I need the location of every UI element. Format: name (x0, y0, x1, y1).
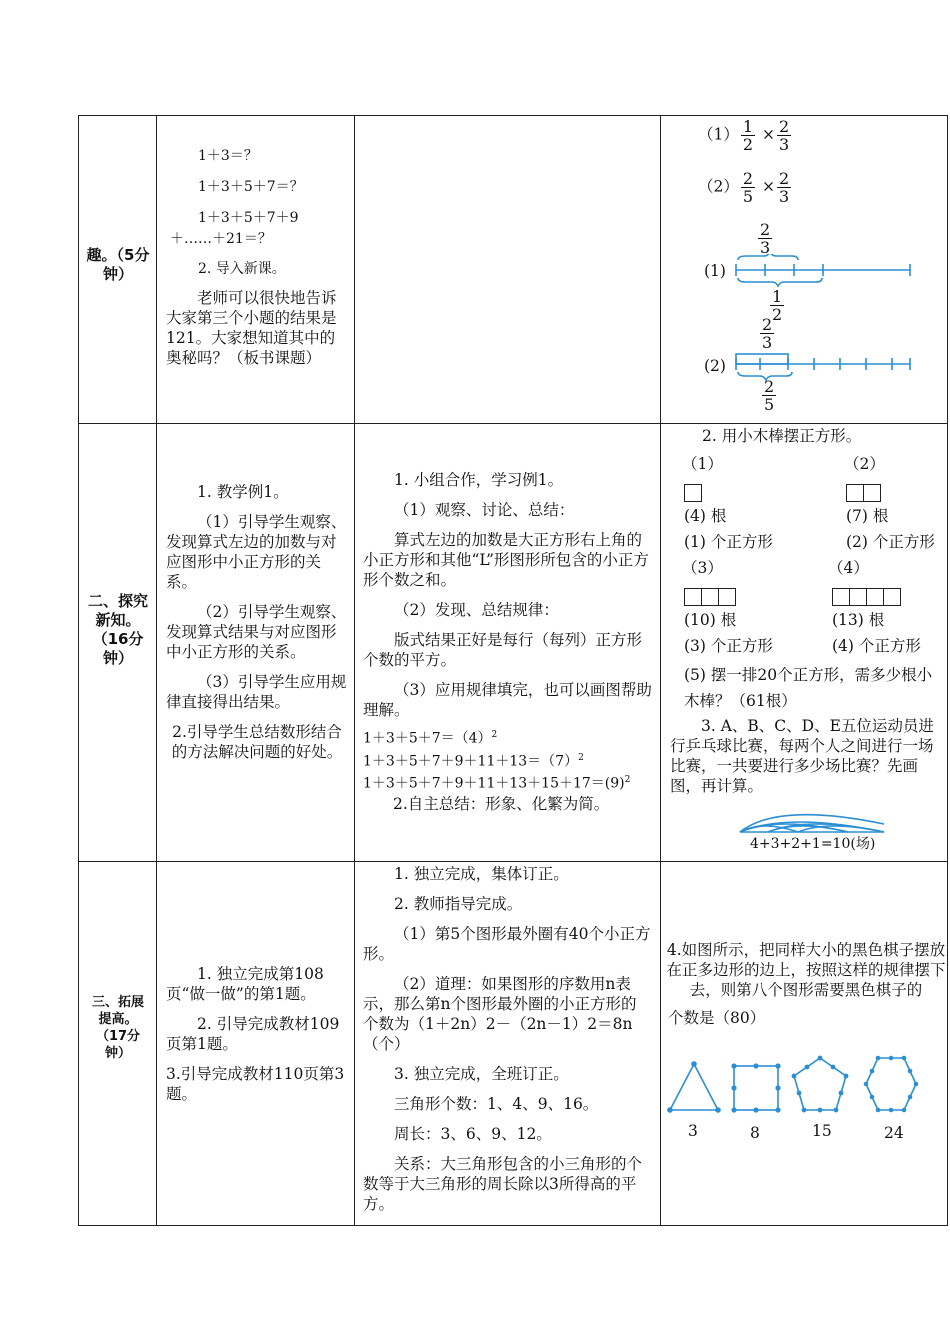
fraction-bar-diagram-1 (732, 254, 922, 294)
diagram-1-bottom-fraction: $\frac{1}{2}$ (772, 287, 783, 324)
diagram-2-label: (2) (704, 357, 726, 375)
sticks-4: (13) 根 (832, 611, 885, 629)
question-4-answer: 个数是（80） (668, 1009, 766, 1027)
sticks-1: (4) 根 (684, 507, 727, 525)
square-figure-2 (846, 482, 881, 502)
row2-exercise-cell (666, 424, 946, 858)
stage-label-1: 趣。（5分钟） (86, 246, 150, 283)
diagram-2-top-fraction: $\frac{2}{3}$ (762, 315, 773, 352)
teacher-guide-1: （1）引导学生观察、发现算式左边的加数与对应图形中小正方形的关系。 (166, 513, 347, 591)
teacher-example-1: 1. 教学例1。 (197, 483, 289, 501)
row2-student-cell (363, 470, 653, 814)
hexagon-figure (866, 1058, 916, 1110)
student-answer-1: （1）第5个图形最外圈有40个小正方形。 (363, 925, 651, 963)
table-col-divider-1 (156, 115, 157, 1226)
stage-label-2: 二、探究新知。（16分钟） (88, 592, 149, 667)
teacher-summary: 2.引导学生总结数形结合的方法解决问题的好处。 (171, 723, 343, 761)
table-border-top (78, 115, 948, 116)
teacher-guide-2: （2）引导学生观察、发现算式结果与对应图形中小正方形的关系。 (166, 603, 347, 661)
perimeters: 周长：3、6、9、12。 (394, 1125, 552, 1143)
row3-student-cell (363, 864, 651, 1214)
square-figure (734, 1066, 778, 1110)
table-col-divider-2 (354, 115, 355, 1226)
match-formula: 4+3+2+1=10(场) (750, 836, 876, 852)
row1-teacher-cell (166, 146, 346, 368)
stage-label-3: 三、拓展提高。（17分钟） (91, 995, 144, 1061)
sticks-2: (7) 根 (846, 507, 889, 525)
teacher-question-2: 1＋3＋5＋7＝？ (198, 179, 304, 195)
row1-exercise-cell (666, 118, 944, 420)
table-border-right (947, 115, 948, 1226)
square-figure-3 (684, 586, 736, 606)
teacher-question-1: 1＋3＝？ (198, 148, 258, 164)
table-border-left (78, 115, 79, 1226)
question-4: 4.如图所示，把同样大小的黑色棋子摆放在正多边形的边上，按照这样的规律摆下去，则第八个图形需要黑色棋子的 (666, 941, 946, 999)
squares-count-1: (1) 个正方形 (684, 533, 773, 551)
match-arc-diagram (738, 802, 888, 834)
diagram-1-top-fraction: $\frac{2}{3}$ (760, 220, 771, 257)
equation-3: $1+3+5+7+9+11+13+15+17=(9)^2$ (363, 775, 631, 792)
teacher-question-3b: ＋……＋21＝？ (170, 231, 272, 247)
squares-count-4: (4) 个正方形 (832, 637, 921, 655)
teacher-task-3: 3.引导完成教材110页第3题。 (166, 1065, 345, 1103)
triangle-figure (670, 1064, 718, 1110)
student-observe: （1）观察、讨论、总结： (394, 501, 575, 519)
student-observe-detail: 算式左边的加数是大正方形右上角的小正方形和其他“L”形图形所包含的小正方形个数之和。 (363, 531, 649, 589)
polygon-pattern-figures (666, 1052, 946, 1142)
polygon-label-15: 15 (812, 1122, 832, 1140)
student-apply: （3）应用规律填完，也可以画图帮助理解。 (363, 681, 652, 719)
equation-1: $1+3+5+7=(4)^2$ (363, 730, 498, 747)
pentagon-figure (794, 1058, 846, 1110)
fraction-question-2: （2） $\frac{2}{5}$ × $\frac{2}{3}$ (698, 169, 790, 206)
squares-count-3: (3) 个正方形 (684, 637, 773, 655)
question-3: 3. A、B、C、D、E五位运动员进行乒乓球比赛，每两个人之间进行一场比赛，一共要进行多少场比赛？先画图，再计算。 (670, 717, 934, 795)
exercise-2-title: 2. 用小木棒摆正方形。 (702, 427, 862, 445)
student-group-work: 1. 小组合作，学习例1。 (394, 471, 564, 489)
equation-2: $1+3+5+7+9+11+13=(7)^2$ (363, 752, 584, 770)
polygon-label-24: 24 (884, 1124, 904, 1142)
question-5: (5) 摆一排20个正方形，需多少根小木棒？（61根） (684, 666, 933, 710)
square-figure-4 (832, 586, 901, 606)
triangle-counts: 三角形个数：1、4、9、16。 (394, 1095, 599, 1113)
table-row-divider-2 (78, 861, 948, 862)
label-1: （1） (682, 455, 723, 473)
row3-teacher-cell (166, 964, 350, 1104)
student-task-1: 1. 独立完成，集体订正。 (394, 865, 569, 883)
teacher-intro-paragraph: 老师可以很快地告诉大家第三个小题的结果是121。大家想知道其中的奥秘吗？（板书课题） (166, 289, 337, 367)
teacher-task-1: 1. 独立完成第108页“做一做”的第1题。 (166, 965, 324, 1003)
sticks-3: (10) 根 (684, 611, 737, 629)
teacher-task-2: 2. 引导完成教材109页第1题。 (166, 1015, 340, 1053)
polygon-label-3: 3 (688, 1122, 698, 1140)
student-discover-detail: 版式结果正好是每行（每列）正方形个数的平方。 (363, 631, 643, 669)
fraction-bar-diagram-2 (732, 350, 922, 386)
label-4: （4） (828, 559, 869, 577)
student-task-3: 3. 独立完成，全班订正。 (394, 1065, 569, 1083)
diagram-2-bottom-fraction: $\frac{2}{5}$ (764, 377, 775, 414)
label-3: （3） (682, 559, 723, 577)
relationship: 关系：大三角形包含的小三角形的个数等于大三角形的周长除以3所得高的平方。 (363, 1155, 643, 1213)
teacher-question-3: 1＋3＋5＋7＋9 (198, 210, 299, 226)
teacher-step-2: 2. 导入新课。 (198, 261, 286, 277)
polygon-label-8: 8 (750, 1124, 760, 1142)
student-reasoning: （2）道理：如果图形的序数用n表示，那么第n个图形最外圈的小正方形的个数为（1＋2n）2－（2n－1）2＝8n（个） (363, 975, 637, 1053)
label-2: （2） (844, 455, 885, 473)
table-border-bottom (78, 1225, 948, 1226)
student-self-summary: 2.自主总结：形象、化繁为简。 (393, 794, 610, 813)
student-task-2: 2. 教师指导完成。 (394, 895, 523, 913)
table-col-divider-3 (660, 115, 661, 1226)
squares-count-2: (2) 个正方形 (846, 533, 935, 551)
student-discover: （2）发现、总结规律： (394, 601, 559, 619)
row3-exercise-cell (666, 940, 946, 1028)
diagram-1-label: (1) (704, 262, 726, 280)
teacher-guide-3: （3）引导学生应用规律直接得出结果。 (166, 673, 347, 711)
row2-teacher-cell (166, 482, 348, 762)
fraction-question-1: （1） $\frac{1}{2}$ × $\frac{2}{3}$ (698, 117, 790, 154)
square-figure-1 (684, 482, 702, 502)
